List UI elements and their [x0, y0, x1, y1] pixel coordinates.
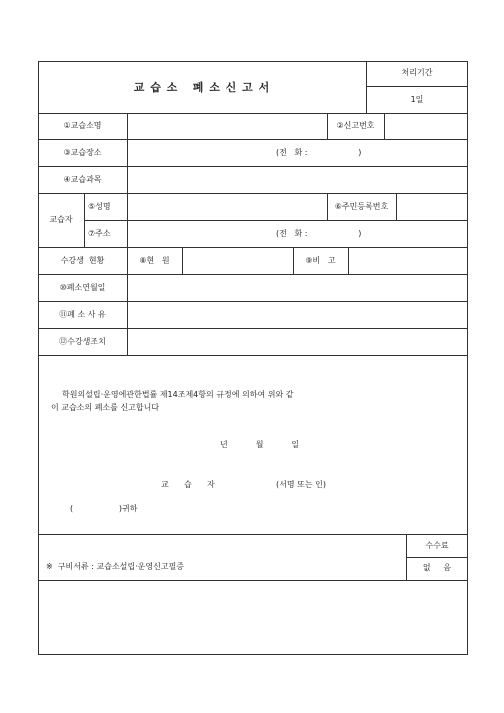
- form-title: 교 습 소 폐 소 신 고 서: [133, 81, 271, 94]
- col-divider: [84, 193, 85, 247]
- row-divider: [406, 557, 468, 558]
- closure-reason-label: ⑪폐 소 사 유: [59, 310, 106, 319]
- row-divider: [38, 534, 468, 535]
- date-line: 년 월 일: [220, 440, 300, 449]
- processing-period-label: 처리기간: [401, 68, 433, 77]
- row-divider: [38, 301, 468, 302]
- row-divider: [38, 247, 468, 248]
- academy-location-label: ③교습장소: [63, 148, 102, 157]
- processing-period-value: 1일: [410, 95, 424, 104]
- row-divider: [38, 274, 468, 275]
- row-divider: [38, 193, 468, 194]
- row-divider: [38, 166, 468, 167]
- row-divider: [84, 220, 468, 221]
- current-count-label: ⑧현 원: [139, 256, 170, 265]
- academy-name-label: ①교습소명: [63, 121, 102, 130]
- signature-label: (서명 또는 인): [276, 480, 326, 489]
- addressee-line: ( )귀하: [70, 504, 138, 513]
- row-divider: [38, 355, 468, 356]
- col-divider: [348, 247, 349, 274]
- remarks-label: ⑨비 고: [305, 256, 336, 265]
- fee-value: 없 음: [422, 563, 452, 572]
- col-divider: [127, 113, 128, 355]
- row-divider: [38, 580, 468, 581]
- subject-label: ④교습과목: [63, 175, 102, 184]
- address-phone-field: (전 화 : ): [276, 229, 362, 238]
- col-divider: [396, 193, 397, 220]
- row-divider: [38, 139, 468, 140]
- statement-line-1: 학원의설립·운영에관한법률 제14조제4항의 규정에 의하여 위와 같: [62, 390, 294, 399]
- col-divider: [384, 113, 385, 139]
- instructor-label: 교습자: [49, 215, 73, 224]
- student-status-label: 수강생 현황: [60, 256, 105, 265]
- required-documents: ※ 구비서류 : 교습소설립·운영신고필증: [46, 562, 185, 571]
- applicant-label: 교 습 자: [161, 480, 215, 489]
- col-divider: [406, 534, 407, 580]
- location-phone-field: (전 화 : ): [276, 148, 362, 157]
- row-divider: [38, 328, 468, 329]
- row-divider: [366, 86, 468, 87]
- address-label: ⑦주소: [88, 229, 111, 238]
- row-divider: [38, 113, 468, 114]
- statement-line-2: 이 교습소의 폐소를 신고합니다: [51, 403, 160, 412]
- instructor-name-label: ⑤성명: [88, 202, 111, 211]
- fee-label: 수수료: [425, 541, 449, 550]
- report-number-label: ②신고번호: [336, 121, 375, 130]
- col-divider: [182, 247, 183, 274]
- student-measure-label: ⑫수강생조치: [59, 337, 106, 346]
- closure-date-label: ⑩폐소연월일: [59, 283, 106, 292]
- resident-number-label: ⑥주민등록번호: [334, 202, 389, 211]
